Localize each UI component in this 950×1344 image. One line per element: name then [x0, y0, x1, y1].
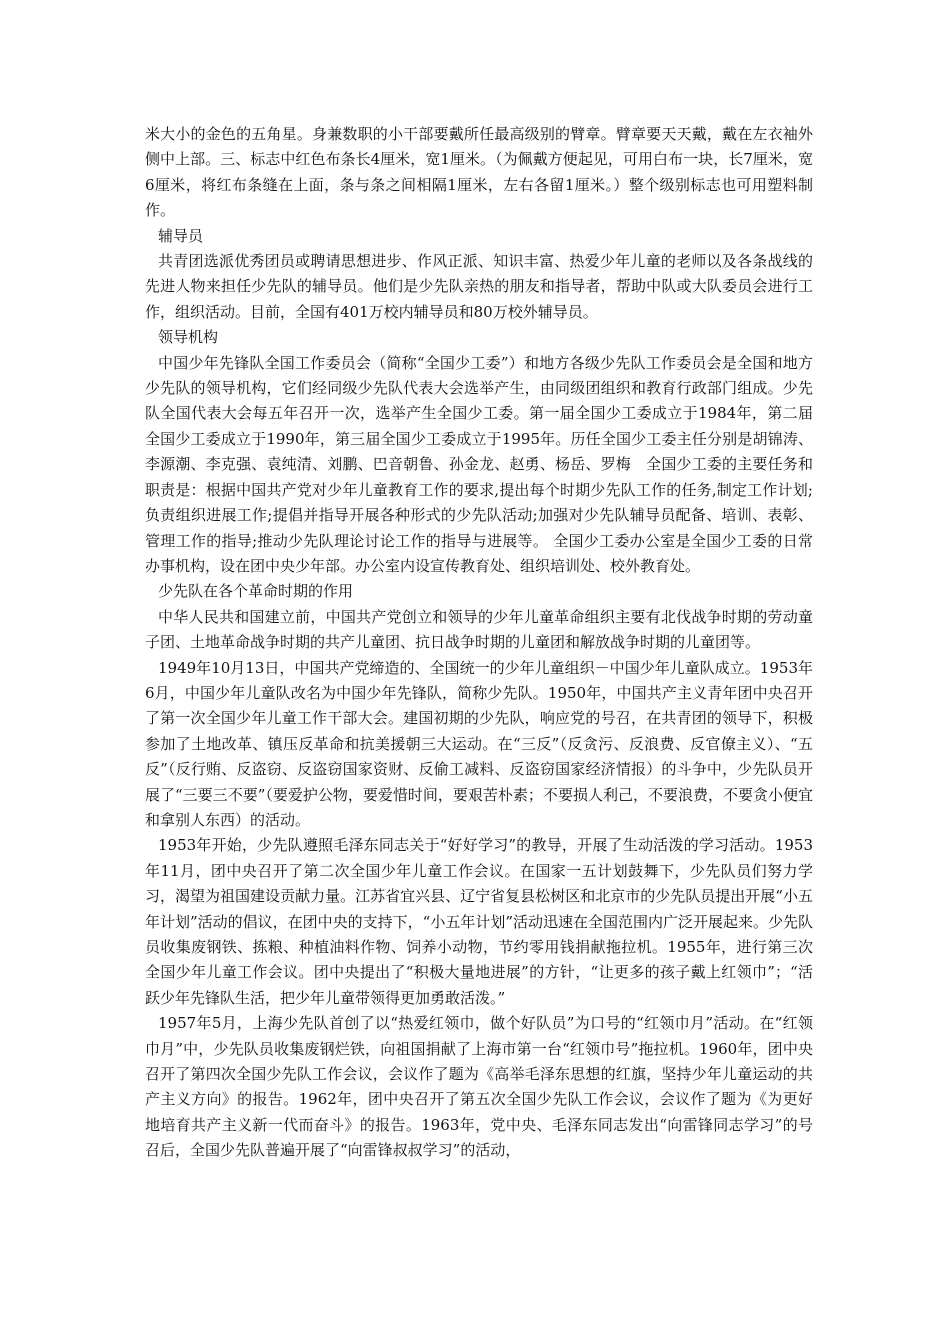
paragraph-1953: 1953年开始，少先队遵照毛泽东同志关于“好好学习”的教导，开展了生动活泼的学习活动。1953年11月，团中央召开了第二次全国少年儿童工作会议。在国家一五计划鼓舞下，少先队员们努力学习，渴望为祖国建设贡献力量。江苏省宜兴县、辽宁省复县松树区和北京市的少先队员提出开展“小五年计划”活动的倡议，在团中央的支持下，“小五年计划”活动迅速在全国范围内广泛开展起来。少先队员收集废钢铁、拣粮、种植油料作物、饲养小动物，节约零用钱捐献拖拉机。1955年，进行第三次全国少年儿童工作会议。团中央提出了“积极大量地进展”的方针，“让更多的孩子戴上红领巾”；“活跃少年先锋队生活，把少年儿童带领得更加勇敢活泼。” — [145, 836, 814, 1007]
document-body — [145, 122, 813, 1164]
paragraph-counselor: 共青团选派优秀团员或聘请思想进步、作风正派、知识丰富、热爱少年儿童的老师以及各条战线的先进人物来担任少先队的辅导员。他们是少先队亲热的朋友和指导者，帮助中队或大队委员会进行工作，组织活动。目前，全国有401万校内辅导员和80万校外辅导员。 — [145, 252, 813, 321]
heading-counselor: 辅导员 — [158, 226, 204, 245]
heading-revolutionary-role: 少先队在各个革命时期的作用 — [158, 582, 354, 601]
paragraph-pre-1949: 中华人民共和国建立前，中国共产党创立和领导的少年儿童革命组织主要有北伐战争时期的劳动童子团、土地革命战争时期的共产儿童团、抗日战争时期的儿童团和解放战争时期的儿童团等。 — [145, 607, 813, 652]
paragraph-badge-spec: 米大小的金色的五角星。身兼数职的小干部要戴所任最高级别的臂章。臂章要天天戴，戴在左衣袖外侧中上部。三、标志中红色布条长4厘米，宽1厘米。（为佩戴方便起见，可用白布一块，长7厘米，宽6厘米，将红布条缝在上面，条与条之间相隔1厘米，左右各留1厘米。）整个级别标志也可用塑料制作。 — [145, 125, 813, 220]
heading-leadership: 领导机构 — [158, 328, 219, 347]
paragraph-1949: 1949年10月13日，中国共产党缔造的、全国统一的少年儿童组织－中国少年儿童队成立。1953年6月，中国少年儿童队改名为中国少年先锋队，简称少先队。1950年，中国共产主义青年团中央召开了第一次全国少年儿童工作干部大会。建国初期的少先队，响应党的号召，在共青团的领导下，积极参加了土地改革、镇压反革命和抗美援朝三大运动。在“三反”（反贪污、反浪费、反官僚主义）、“五反”（反行贿、反盗窃、反盗窃国家资财、反偷工减料、反盗窃国家经济情报）的斗争中，少先队员开展了“三要三不要”（要爱护公物，要爱惜时间，要艰苦朴素；不要损人利己，不要浪费，不要贪小便宜和拿别人东西）的活动。 — [145, 658, 813, 829]
paragraph-leadership: 中国少年先锋队全国工作委员会（简称“全国少工委”）和地方各级少先队工作委员会是全国和地方少先队的领导机构，它们经同级少先队代表大会选举产生，由同级团组织和教育行政部门组成。少先队全国代表大会每五年召开一次，选举产生全国少工委。第一届全国少工委成立于1984年，第二届全国少工委成立于1990年，第三届全国少工委成立于1995年。历任全国少工委主任分别是胡锦涛、李源潮、李克强、袁纯清、刘鹏、巴音朝鲁、孙金龙、赵勇、杨岳、罗梅 全国少工委的主要任务和职责是：根据中国共产党对少年儿童教育工作的要求,提出每个时期少先队工作的任务,制定工作计划;负责组织进展工作;提倡并指导开展各种形式的少先队活动;加强对少先队辅导员配备、培训、表彰、管理工作的指导;推动少先队理论讨论工作的指导与进展等。 全国少工委办公室是全国少工委的日常办事机构，设在团中央少年部。办公室内设宣传教育处、组织培训处、校外教育处。 — [145, 353, 813, 575]
paragraph-1957: 1957年5月，上海少先队首创了以“热爱红领巾，做个好队员”为口号的“红领巾月”活动。在“红领巾月”中，少先队员收集废钢烂铁，向祖国捐献了上海市第一台“红领巾号”拖拉机。1960年，团中央召开了第四次全国少先队工作会议，会议作了题为《高举毛泽东思想的红旗，坚持少年儿童运动的共产主义方向》的报告。1962年，团中央召开了第五次全国少先队工作会议，会议作了题为《为更好地培育共产主义新一代而奋斗》的报告。1963年，党中央、毛泽东同志发出“向雷锋同志学习”的号召后，全国少先队普遍开展了“向雷锋叔叔学习”的活动， — [145, 1014, 813, 1160]
